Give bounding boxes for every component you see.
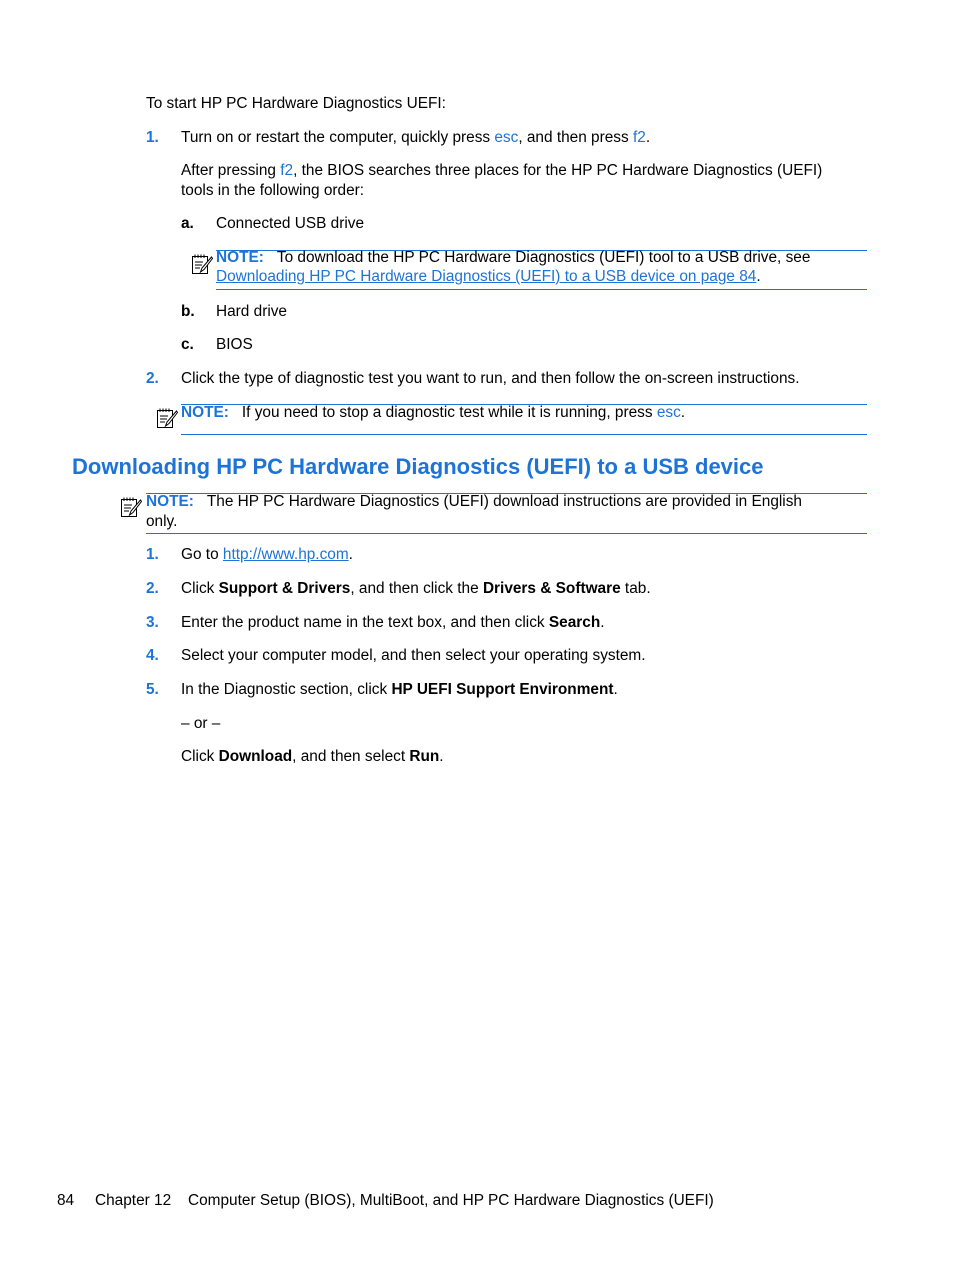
substep-c-text: BIOS [216, 336, 253, 353]
note-2-text: NOTE: If you need to stop a diagnostic test while it is running, press esc. [181, 404, 686, 421]
link-hp-website[interactable]: http://www.hp.com [222, 546, 349, 563]
intro-text: To start HP PC Hardware Diagnostics UEFI: [146, 95, 446, 112]
note-1-bottom-rule [216, 289, 867, 290]
section-step-1-text: Go to http://www.hp.com. [181, 546, 353, 563]
section-step-2-number: 2. [146, 580, 159, 597]
note-pad-icon [120, 496, 142, 518]
section-step-4-number: 4. [146, 647, 159, 664]
section-step-1-number: 1. [146, 546, 159, 563]
substep-b-letter: b. [181, 303, 195, 320]
section-step-5-number: 5. [146, 681, 159, 698]
step-1-number: 1. [146, 129, 159, 146]
substep-c-letter: c. [181, 336, 194, 353]
section-step-3-text: Enter the product name in the text box, and then click Search. [181, 614, 605, 631]
after-pressing-text-line2: tools in the following order: [181, 182, 365, 199]
after-pressing-text: After pressing f2, the BIOS searches three places for the HP PC Hardware Diagnostics (UEFI) [181, 162, 823, 179]
note-label: NOTE: [216, 249, 264, 266]
key-esc: esc [494, 129, 519, 146]
note-1-text: NOTE: To download the HP PC Hardware Diagnostics (UEFI) tool to a USB drive, see [216, 249, 811, 266]
section-step-3-number: 3. [146, 614, 159, 631]
substep-a-letter: a. [181, 215, 194, 232]
note-pad-icon [191, 253, 213, 275]
note-label: NOTE: [181, 404, 229, 421]
key-esc: esc [656, 404, 681, 421]
key-f2: f2 [632, 129, 646, 146]
section-step-2-text: Click Support & Drivers, and then click the Drivers & Software tab. [181, 580, 651, 597]
section-heading: Downloading HP PC Hardware Diagnostics (UEFI) to a USB device [72, 454, 764, 479]
step-2-text: Click the type of diagnostic test you want to run, and then follow the on-screen instructions. [181, 370, 800, 387]
substep-b-text: Hard drive [216, 303, 287, 320]
section-note-text-line2: only. [146, 513, 178, 530]
link-downloading-diagnostics[interactable]: Downloading HP PC Hardware Diagnostics (UEFI) to a USB device on page 84 [216, 268, 757, 285]
footer-page-number: 84 [57, 1192, 75, 1209]
step-1-text: Turn on or restart the computer, quickly press esc, and then press f2. [181, 129, 651, 146]
note-pad-icon [156, 407, 178, 429]
section-note-bottom-rule [146, 533, 867, 534]
section-step-4-text: Select your computer model, and then select your operating system. [181, 647, 646, 664]
note-1-link-line: Downloading HP PC Hardware Diagnostics (UEFI) to a USB device on page 84. [216, 268, 761, 285]
alternative-step-text: Click Download, and then select Run. [181, 748, 444, 765]
section-step-5-text: In the Diagnostic section, click HP UEFI Support Environment. [181, 681, 618, 698]
note-2-bottom-rule [181, 434, 867, 435]
section-note-text: NOTE: The HP PC Hardware Diagnostics (UEFI) download instructions are provided in English [146, 493, 802, 510]
or-separator: – or – [181, 715, 221, 732]
step-2-number: 2. [146, 370, 159, 387]
footer-chapter-title: Computer Setup (BIOS), MultiBoot, and HP PC Hardware Diagnostics (UEFI) [188, 1192, 714, 1209]
footer-chapter: Chapter 12 [95, 1192, 172, 1209]
key-f2: f2 [280, 162, 294, 179]
note-label: NOTE: [146, 493, 194, 510]
substep-a-text: Connected USB drive [216, 215, 364, 232]
